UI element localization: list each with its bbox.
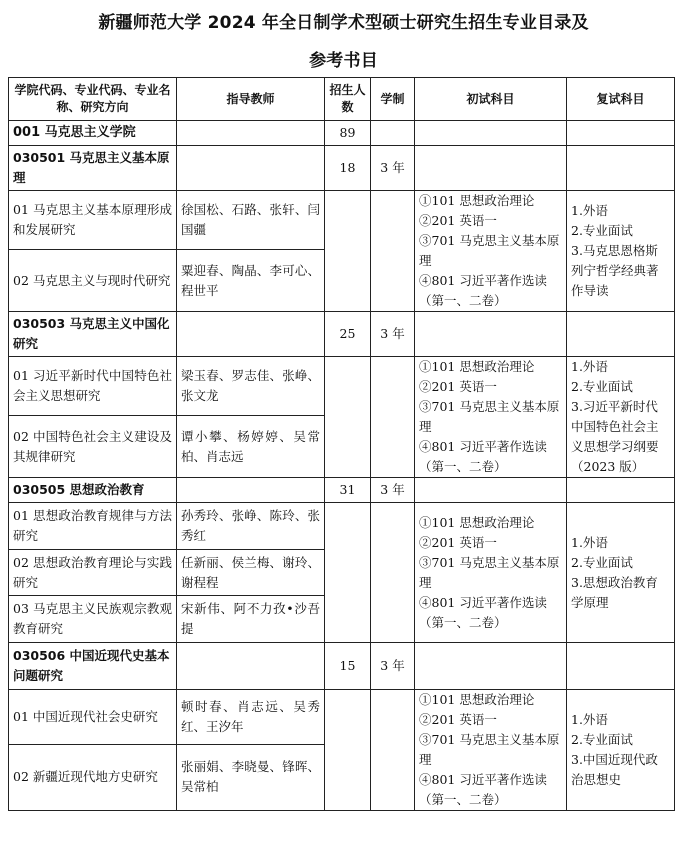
exam-subject: ③701 马克思主义基本原理	[419, 732, 560, 767]
direction-name: 01 习近平新时代中国特色社会主义思想研究	[9, 357, 177, 416]
retest-subject: 2.专业面试	[571, 554, 633, 570]
major-row	[9, 146, 675, 191]
college-count: 89	[325, 121, 371, 146]
major-duration: 3 年	[371, 146, 415, 191]
program-catalog-table	[8, 77, 675, 811]
retest-subject: 1.外语	[571, 359, 608, 374]
retest-subject: 1.外语	[571, 712, 608, 727]
direction-teachers: 谭小攀、杨婷婷、吴常柏、肖志远	[177, 416, 325, 478]
document-title-line2: 参考书目	[309, 51, 378, 71]
retest-subject: 2.专业面试	[571, 223, 633, 238]
direction-name: 01 思想政治教育规律与方法研究	[9, 503, 177, 550]
major-count: 18	[325, 146, 371, 191]
header-retest: 复试科目	[567, 78, 675, 121]
direction-teachers: 梁玉春、罗志佳、张峥、张文龙	[177, 357, 325, 416]
retest-subject: 2.专业面试	[571, 379, 633, 394]
direction-name: 01 马克思主义基本原理形成和发展研究	[9, 191, 177, 250]
header-direction: 学院代码、专业代码、专业名称、研究方向	[9, 78, 177, 121]
college-name: 001 马克思主义学院	[9, 121, 177, 146]
exam-subject: ①101 思想政治理论	[419, 692, 535, 707]
header-duration: 学制	[371, 78, 415, 121]
direction-teachers: 张丽娟、李晓曼、锋晖、吴常柏	[177, 744, 325, 811]
major-row	[9, 643, 675, 690]
exam-subject: ②201 英语一	[419, 379, 497, 394]
major-count: 31	[325, 478, 371, 503]
major-row	[9, 478, 675, 503]
initial-exam-subjects	[415, 357, 567, 478]
initial-exam-subjects	[415, 191, 567, 312]
exam-subject: ④801 习近平著作选读（第一、二卷）	[419, 594, 547, 630]
exam-subject: ③701 马克思主义基本原理	[419, 233, 560, 268]
direction-teachers: 孙秀玲、张峥、陈玲、张秀红	[177, 503, 325, 550]
direction-name: 02 新疆近现代地方史研究	[9, 744, 177, 811]
retest-subjects	[567, 191, 675, 312]
header-supervisor: 指导教师	[177, 78, 325, 121]
major-name: 030505 思想政治教育	[9, 478, 177, 503]
retest-subject: 3.中国近现代政治思想史	[571, 752, 658, 787]
direction-teachers: 宋新伟、阿不力孜•沙吾提	[177, 596, 325, 643]
exam-subject: ②201 英语一	[419, 712, 497, 727]
major-name: 030503 马克思主义中国化研究	[9, 312, 177, 357]
initial-exam-subjects	[415, 503, 567, 643]
major-duration: 3 年	[371, 643, 415, 690]
direction-name: 02 马克思主义与现时代研究	[9, 250, 177, 312]
exam-subject: ④801 习近平著作选读（第一、二卷）	[419, 439, 547, 474]
retest-subjects	[567, 690, 675, 811]
direction-name: 02 中国特色社会主义建设及其规律研究	[9, 416, 177, 478]
direction-teachers: 任新丽、侯兰梅、谢玲、谢程程	[177, 550, 325, 596]
direction-row	[9, 357, 675, 416]
exam-subject: ③701 马克思主义基本原理	[419, 554, 560, 590]
exam-subject: ④801 习近平著作选读（第一、二卷）	[419, 772, 547, 807]
exam-subject: ②201 英语一	[419, 534, 497, 550]
major-duration: 3 年	[371, 312, 415, 357]
retest-subject: 1.外语	[571, 203, 608, 218]
direction-name: 03 马克思主义民族观宗教观教育研究	[9, 596, 177, 643]
retest-subject: 3.思想政治教育学原理	[571, 574, 658, 610]
direction-name: 01 中国近现代社会史研究	[9, 690, 177, 745]
major-name: 030501 马克思主义基本原理	[9, 146, 177, 191]
document-title-line1: 新疆师范大学 2024 年全日制学术型硕士研究生招生专业目录及	[98, 13, 589, 33]
initial-exam-subjects	[415, 690, 567, 811]
direction-teachers: 徐国松、石路、张轩、闫国疆	[177, 191, 325, 250]
retest-subject: 1.外语	[571, 534, 608, 550]
retest-subject: 3.马克思恩格斯列宁哲学经典著作导读	[571, 243, 659, 298]
direction-row	[9, 191, 675, 250]
header-enrollment: 招生人数	[325, 78, 371, 121]
exam-subject: ①101 思想政治理论	[419, 514, 535, 530]
retest-subject: 2.专业面试	[571, 732, 633, 747]
major-row	[9, 312, 675, 357]
retest-subject: 3.习近平新时代中国特色社会主义思想学习纲要（2023 版）	[571, 399, 659, 474]
header-initial-exam: 初试科目	[415, 78, 567, 121]
exam-subject: ①101 思想政治理论	[419, 193, 535, 208]
exam-subject: ②201 英语一	[419, 213, 497, 228]
retest-subjects	[567, 357, 675, 478]
exam-subject: ④801 习近平著作选读（第一、二卷）	[419, 273, 547, 308]
major-count: 15	[325, 643, 371, 690]
exam-subject: ③701 马克思主义基本原理	[419, 399, 560, 434]
college-row	[9, 121, 675, 146]
direction-row	[9, 690, 675, 745]
direction-teachers: 顿时春、肖志远、吴秀红、王汐年	[177, 690, 325, 745]
exam-subject: ①101 思想政治理论	[419, 359, 535, 374]
direction-teachers: 粟迎春、陶晶、李可心、程世平	[177, 250, 325, 312]
direction-row	[9, 503, 675, 550]
retest-subjects	[567, 503, 675, 643]
major-duration: 3 年	[371, 478, 415, 503]
direction-name: 02 思想政治教育理论与实践研究	[9, 550, 177, 596]
major-count: 25	[325, 312, 371, 357]
table-header-row	[9, 78, 675, 121]
major-name: 030506 中国近现代史基本问题研究	[9, 643, 177, 690]
